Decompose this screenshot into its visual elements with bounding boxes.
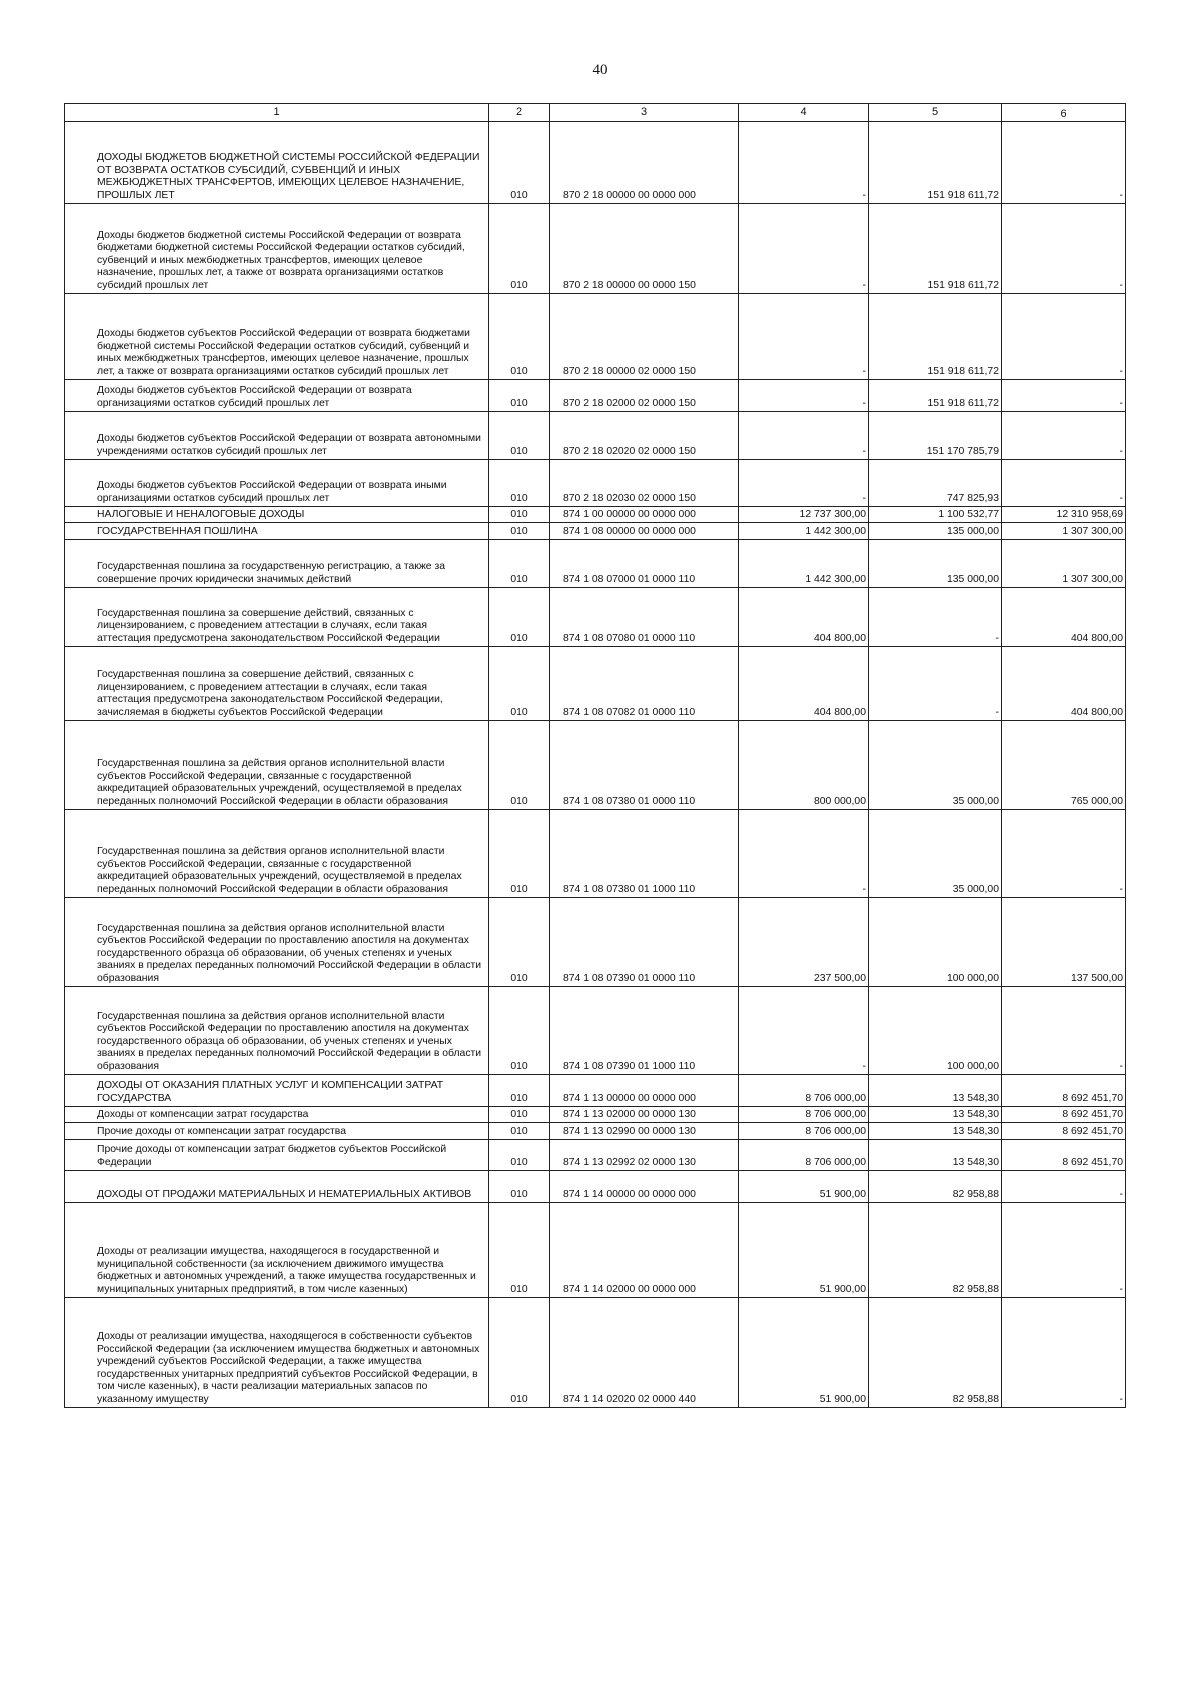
table-row [65,721,1126,810]
table-row [65,460,1126,507]
row-unexecuted-amount: 765 000,00 [1002,721,1126,810]
row-name: ДОХОДЫ БЮДЖЕТОВ БЮДЖЕТНОЙ СИСТЕМЫ РОССИЙСКОЙ ФЕДЕРАЦИИ ОТ ВОЗВРАТА ОСТАТКОВ СУБСИДИЙ, СУБВЕНЦИЙ И ИНЫХ МЕЖБЮДЖЕТНЫХ ТРАНСФЕРТОВ, ИМЕЮЩИХ ЦЕЛЕВОЕ НАЗНАЧЕНИЕ, ПРОШЛЫХ ЛЕТ [65,122,489,204]
row-classification-code: 870 2 18 02000 02 0000 150 [550,380,739,412]
row-executed-amount: 151 918 611,72 [869,380,1002,412]
row-unexecuted-amount: - [1002,810,1126,898]
row-classification-code: 870 2 18 02030 02 0000 150 [550,460,739,507]
row-executed-amount: - [869,588,1002,647]
row-name: Доходы бюджетов субъектов Российской Федерации от возврата бюджетами бюджетной системы Российской Федерации остатков субсидий, субвенций и иных межбюджетных трансфертов, имеющих целевое назначение, прошлых лет, а также от возврата организациями остатков субсидий прошлых лет [65,294,489,380]
row-approved-amount: 8 706 000,00 [739,1075,869,1107]
row-approved-amount: 1 442 300,00 [739,523,869,540]
row-line-code: 010 [489,507,550,523]
row-executed-amount: 82 958,88 [869,1203,1002,1298]
row-approved-amount: 8 706 000,00 [739,1123,869,1140]
table-row [65,898,1126,987]
row-name: ДОХОДЫ ОТ ПРОДАЖИ МАТЕРИАЛЬНЫХ И НЕМАТЕРИАЛЬНЫХ АКТИВОВ [65,1171,489,1203]
row-approved-amount: - [739,460,869,507]
row-executed-amount: 82 958,88 [869,1298,1002,1408]
row-line-code: 010 [489,898,550,987]
row-executed-amount: 13 548,30 [869,1140,1002,1171]
row-unexecuted-amount: 8 692 451,70 [1002,1123,1126,1140]
table-row [65,294,1126,380]
row-unexecuted-amount: 8 692 451,70 [1002,1107,1126,1123]
row-unexecuted-amount: 1 307 300,00 [1002,540,1126,588]
row-unexecuted-amount: - [1002,1203,1126,1298]
row-classification-code: 870 2 18 00000 00 0000 000 [550,122,739,204]
row-line-code: 010 [489,412,550,460]
page-number: 40 [592,62,608,78]
row-executed-amount: 1 100 532,77 [869,507,1002,523]
row-line-code: 010 [489,122,550,204]
row-approved-amount: - [739,294,869,380]
row-approved-amount: 51 900,00 [739,1298,869,1408]
row-unexecuted-amount: 137 500,00 [1002,898,1126,987]
table-row [65,540,1126,588]
row-classification-code: 874 1 00 00000 00 0000 000 [550,507,739,523]
table-row [65,810,1126,898]
row-executed-amount: 82 958,88 [869,1171,1002,1203]
row-approved-amount: 8 706 000,00 [739,1107,869,1123]
table-row [65,1107,1126,1123]
row-name: НАЛОГОВЫЕ И НЕНАЛОГОВЫЕ ДОХОДЫ [65,507,489,523]
row-approved-amount: 1 442 300,00 [739,540,869,588]
row-executed-amount: 13 548,30 [869,1123,1002,1140]
table-row [65,1075,1126,1107]
row-classification-code: 874 1 08 07390 01 0000 110 [550,898,739,987]
row-classification-code: 874 1 13 02990 00 0000 130 [550,1123,739,1140]
row-approved-amount: 404 800,00 [739,588,869,647]
row-classification-code: 874 1 08 07390 01 1000 110 [550,987,739,1075]
row-unexecuted-amount: 404 800,00 [1002,588,1126,647]
row-line-code: 010 [489,1123,550,1140]
row-classification-code: 874 1 13 00000 00 0000 000 [550,1075,739,1107]
row-name: Доходы от реализации имущества, находящегося в собственности субъектов Российской Федерации (за исключением имущества бюджетных и автономных учреждений субъектов Российской Федерации, а также имущества государственных унитарных предприятий субъектов Российской Федерации, в том числе казенных), в части реализации материальных запасов по указанному имуществу [65,1298,489,1408]
row-unexecuted-amount: - [1002,460,1126,507]
row-classification-code: 874 1 08 07082 01 0000 110 [550,647,739,721]
row-line-code: 010 [489,588,550,647]
row-executed-amount: 35 000,00 [869,721,1002,810]
table-row [65,987,1126,1075]
row-executed-amount: 747 825,93 [869,460,1002,507]
row-line-code: 010 [489,721,550,810]
table-row [65,380,1126,412]
row-name: Доходы бюджетов субъектов Российской Федерации от возврата иными организациями остатков субсидий прошлых лет [65,460,489,507]
row-unexecuted-amount: 12 310 958,69 [1002,507,1126,523]
row-line-code: 010 [489,460,550,507]
row-classification-code: 874 1 14 02000 00 0000 000 [550,1203,739,1298]
row-line-code: 010 [489,1075,550,1107]
row-approved-amount: - [739,122,869,204]
row-line-code: 010 [489,1140,550,1171]
row-executed-amount: 100 000,00 [869,987,1002,1075]
row-classification-code: 874 1 08 00000 00 0000 000 [550,523,739,540]
row-classification-code: 874 1 08 07380 01 0000 110 [550,721,739,810]
row-approved-amount: 237 500,00 [739,898,869,987]
row-unexecuted-amount: 404 800,00 [1002,647,1126,721]
row-classification-code: 874 1 14 02020 02 0000 440 [550,1298,739,1408]
row-unexecuted-amount: 8 692 451,70 [1002,1075,1126,1107]
row-classification-code: 870 2 18 02020 02 0000 150 [550,412,739,460]
row-name: Государственная пошлина за действия органов исполнительной власти субъектов Российской Федерации по проставлению апостиля на документах государственного образца об образовании, об ученых степенях и ученых званиях в пределах переданных полномочий Российской Федерации в области образования [65,987,489,1075]
row-name: Государственная пошлина за действия органов исполнительной власти субъектов Российской Федерации, связанные с государственной аккредитацией образовательных учреждений, осуществляемой в пределах переданных полномочий Российской Федерации в области образования [65,721,489,810]
table-row [65,1171,1126,1203]
row-name: Государственная пошлина за действия органов исполнительной власти субъектов Российской Федерации по проставлению апостиля на документах государственного образца об образовании, об ученых степенях и ученых званиях в пределах переданных полномочий Российской Федерации в области образования [65,898,489,987]
row-classification-code: 874 1 14 00000 00 0000 000 [550,1171,739,1203]
table-row [65,122,1126,204]
row-approved-amount: - [739,380,869,412]
row-name: Доходы от компенсации затрат государства [65,1107,489,1123]
row-approved-amount: - [739,412,869,460]
row-classification-code: 874 1 08 07000 01 0000 110 [550,540,739,588]
row-name: Прочие доходы от компенсации затрат бюджетов субъектов Российской Федерации [65,1140,489,1171]
row-unexecuted-amount: 1 307 300,00 [1002,523,1126,540]
row-unexecuted-amount: - [1002,987,1126,1075]
row-unexecuted-amount: - [1002,204,1126,294]
column-header-4: 4 [739,104,869,122]
row-line-code: 010 [489,1203,550,1298]
revenue-table [64,103,1126,1408]
row-executed-amount: 135 000,00 [869,540,1002,588]
row-executed-amount: 151 918 611,72 [869,204,1002,294]
row-name: Прочие доходы от компенсации затрат государства [65,1123,489,1140]
column-header-2: 2 [489,104,550,122]
row-unexecuted-amount: - [1002,294,1126,380]
row-executed-amount: 13 548,30 [869,1075,1002,1107]
row-approved-amount: - [739,204,869,294]
row-approved-amount: 12 737 300,00 [739,507,869,523]
row-approved-amount: 800 000,00 [739,721,869,810]
column-header-6: 6 [1002,104,1126,122]
table-header-row [65,104,1126,122]
row-name: ДОХОДЫ ОТ ОКАЗАНИЯ ПЛАТНЫХ УСЛУГ И КОМПЕНСАЦИИ ЗАТРАТ ГОСУДАРСТВА [65,1075,489,1107]
row-name: Доходы бюджетов субъектов Российской Федерации от возврата автономными учреждениями остатков субсидий прошлых лет [65,412,489,460]
row-executed-amount: 13 548,30 [869,1107,1002,1123]
row-line-code: 010 [489,1107,550,1123]
row-name: Доходы бюджетов бюджетной системы Российской Федерации от возврата бюджетами бюджетной системы Российской Федерации остатков субсидий, субвенций и иных межбюджетных трансфертов, имеющих целевое назначение, прошлых лет, а также от возврата организациями остатков субсидий прошлых лет [65,204,489,294]
table-row [65,507,1126,523]
row-executed-amount: 151 170 785,79 [869,412,1002,460]
table-body [65,122,1126,1408]
row-name: Государственная пошлина за совершение действий, связанных с лицензированием, с проведением аттестации в случаях, если такая аттестация предусмотрена законодательством Российской Федерации, зачисляемая в бюджеты субъектов Российской Федерации [65,647,489,721]
row-executed-amount: 35 000,00 [869,810,1002,898]
row-name: Государственная пошлина за действия органов исполнительной власти субъектов Российской Федерации, связанные с государственной аккредитацией образовательных учреждений, осуществляемой в пределах переданных полномочий Российской Федерации в области образования [65,810,489,898]
row-line-code: 010 [489,647,550,721]
row-unexecuted-amount: - [1002,380,1126,412]
row-unexecuted-amount: - [1002,122,1126,204]
column-header-5: 5 [869,104,1002,122]
column-header-3: 3 [550,104,739,122]
row-line-code: 010 [489,987,550,1075]
table-row [65,1123,1126,1140]
table-row [65,647,1126,721]
row-name: Доходы бюджетов субъектов Российской Федерации от возврата организациями остатков субсидий прошлых лет [65,380,489,412]
row-executed-amount: 100 000,00 [869,898,1002,987]
row-approved-amount: - [739,987,869,1075]
row-line-code: 010 [489,810,550,898]
row-unexecuted-amount: - [1002,1171,1126,1203]
row-unexecuted-amount: - [1002,412,1126,460]
row-unexecuted-amount: 8 692 451,70 [1002,1140,1126,1171]
row-unexecuted-amount: - [1002,1298,1126,1408]
table-row [65,588,1126,647]
row-classification-code: 870 2 18 00000 00 0000 150 [550,204,739,294]
row-line-code: 010 [489,540,550,588]
row-executed-amount: - [869,647,1002,721]
row-classification-code: 874 1 08 07080 01 0000 110 [550,588,739,647]
row-executed-amount: 151 918 611,72 [869,294,1002,380]
row-line-code: 010 [489,1171,550,1203]
row-line-code: 010 [489,380,550,412]
row-line-code: 010 [489,1298,550,1408]
row-line-code: 010 [489,204,550,294]
row-name: Государственная пошлина за государственную регистрацию, а также за совершение прочих юридически значимых действий [65,540,489,588]
table-row [65,412,1126,460]
row-executed-amount: 135 000,00 [869,523,1002,540]
row-classification-code: 874 1 08 07380 01 1000 110 [550,810,739,898]
row-name: Доходы от реализации имущества, находящегося в государственной и муниципальной собственности (за исключением движимого имущества бюджетных и автономных учреждений, а также имущества государственных и муниципальных унитарных предприятий, в том числе казенных) [65,1203,489,1298]
table-row [65,1203,1126,1298]
row-line-code: 010 [489,523,550,540]
table-row [65,1140,1126,1171]
row-approved-amount: 404 800,00 [739,647,869,721]
row-classification-code: 874 1 13 02992 02 0000 130 [550,1140,739,1171]
row-classification-code: 870 2 18 00000 02 0000 150 [550,294,739,380]
row-approved-amount: 8 706 000,00 [739,1140,869,1171]
row-name: Государственная пошлина за совершение действий, связанных с лицензированием, с проведением аттестации в случаях, если такая аттестация предусмотрена законодательством Российской Федерации [65,588,489,647]
row-executed-amount: 151 918 611,72 [869,122,1002,204]
column-header-1: 1 [65,104,489,122]
table-row [65,1298,1126,1408]
row-name: ГОСУДАРСТВЕННАЯ ПОШЛИНА [65,523,489,540]
table-row [65,523,1126,540]
row-approved-amount: - [739,810,869,898]
row-line-code: 010 [489,294,550,380]
row-approved-amount: 51 900,00 [739,1203,869,1298]
row-approved-amount: 51 900,00 [739,1171,869,1203]
row-classification-code: 874 1 13 02000 00 0000 130 [550,1107,739,1123]
table-row [65,204,1126,294]
